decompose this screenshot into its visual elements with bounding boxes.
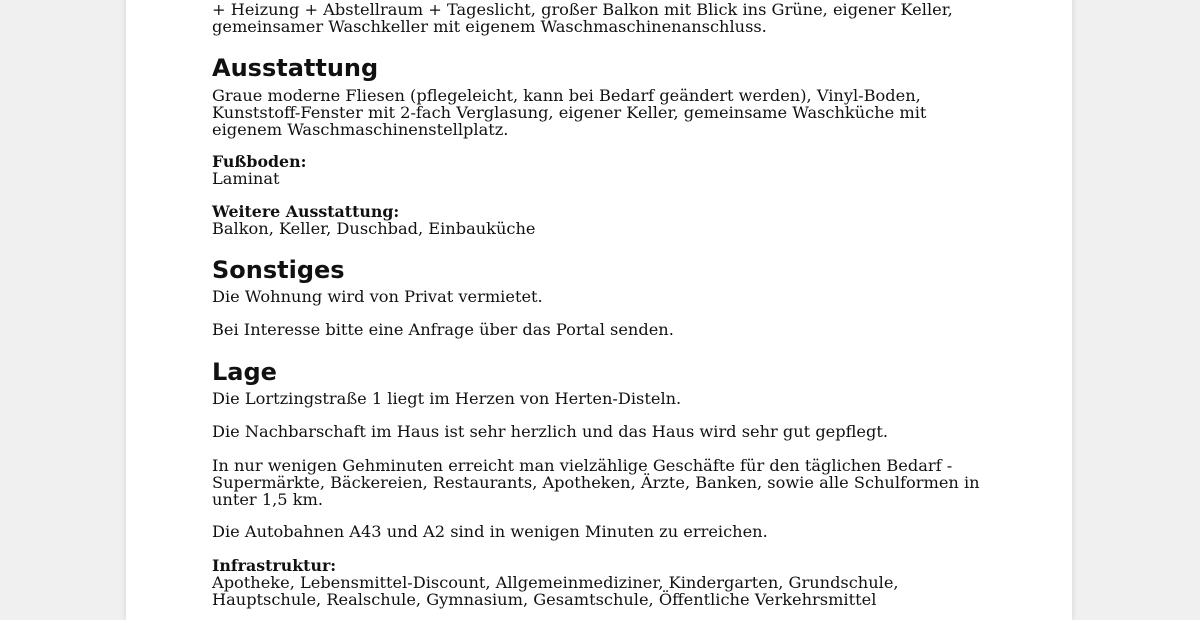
heading-lage: Lage (212, 358, 277, 386)
sonstiges-paragraph: Die Wohnung wird von Privat vermietet. (212, 287, 543, 306)
heading-sonstiges: Sonstiges (212, 256, 345, 284)
lage-line: Supermärkte, Bäckereien, Restaurants, Apotheken, Ärzte, Banken, sowie alle Schulformen in (212, 473, 980, 492)
lage-line: In nur wenigen Gehminuten erreicht man vielzählige Geschäfte für den täglichen Bedarf - (212, 456, 953, 475)
lage-paragraph: Die Lortzingstraße 1 liegt im Herzen von Herten-Disteln. (212, 389, 682, 408)
ausstattung-line: eigenem Waschmaschinenstellplatz. (212, 120, 509, 139)
weitere-ausstattung-value: Balkon, Keller, Duschbad, Einbauküche (212, 219, 536, 238)
intro-paragraph (212, 1, 953, 35)
infrastruktur-label: Infrastruktur: (212, 556, 337, 575)
lage-line: unter 1,5 km. (212, 490, 324, 509)
ausstattung-line: Kunststoff-Fenster mit 2-fach Verglasung, eigener Keller, gemeinsame Waschküche mit (212, 103, 927, 122)
lage-paragraph: Die Autobahnen A43 und A2 sind in wenigen Minuten zu erreichen. (212, 522, 768, 541)
lage-paragraph (212, 457, 980, 508)
infrastruktur-paragraph (212, 574, 899, 608)
lage-paragraph: Die Nachbarschaft im Haus ist sehr herzlich und das Haus wird sehr gut gepflegt. (212, 422, 889, 441)
intro-line: gemeinsamer Waschkeller mit eigenem Waschmaschinenanschluss. (212, 17, 767, 36)
heading-ausstattung: Ausstattung (212, 54, 379, 82)
ausstattung-paragraph (212, 87, 926, 138)
fussboden-value: Laminat (212, 169, 280, 188)
intro-line: + Heizung + Abstellraum + Tageslicht, großer Balkon mit Blick ins Grüne, eigener Keller, (212, 0, 953, 19)
document-page (126, 0, 1072, 620)
fussboden-label: Fußboden: (212, 152, 307, 171)
weitere-ausstattung-label: Weitere Ausstattung: (212, 202, 400, 221)
sonstiges-paragraph: Bei Interesse bitte eine Anfrage über das Portal senden. (212, 320, 674, 339)
infrastruktur-line: Apotheke, Lebensmittel-Discount, Allgemeinmediziner, Kindergarten, Grundschule, (212, 573, 899, 592)
ausstattung-line: Graue moderne Fliesen (pflegeleicht, kann bei Bedarf geändert werden), Vinyl-Boden, (212, 86, 921, 105)
infrastruktur-line: Hauptschule, Realschule, Gymnasium, Gesamtschule, Öffentliche Verkehrsmittel (212, 590, 877, 609)
